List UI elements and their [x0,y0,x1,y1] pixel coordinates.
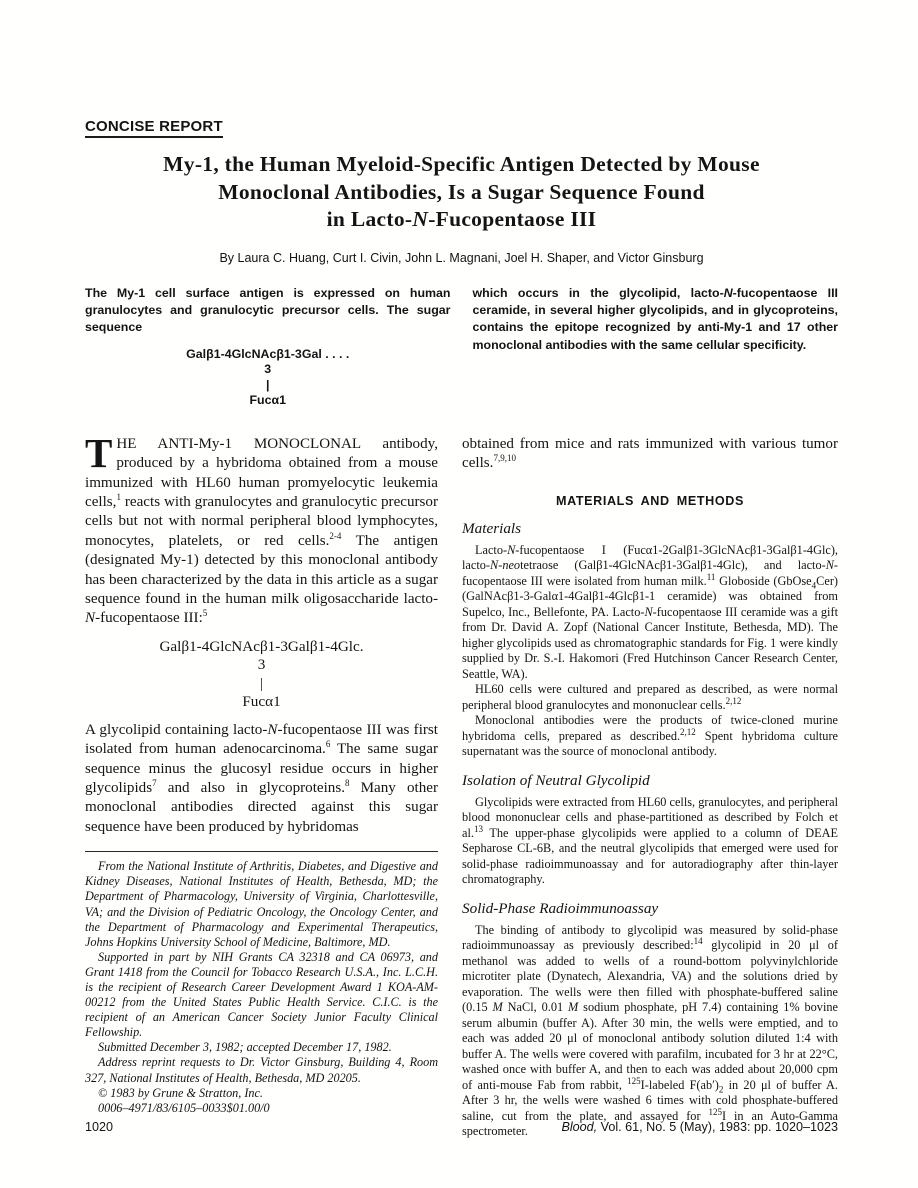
formula-branch: Fucα1 [249,393,287,408]
article-type-label: CONCISE REPORT [85,118,223,138]
intro-paragraph-1 [85,429,438,629]
byline: By Laura C. Huang, Curt I. Civin, John L. Magnani, Joel H. Shaper, and Victor Ginsburg [219,250,704,265]
formula-chain: Galβ1-4GlcNAcβ1-3Galβ1-4Glc. [159,637,364,655]
drop-cap: T [85,429,113,476]
page-number: 1020 [85,1120,114,1134]
formula-position: 3 [257,656,266,674]
abstract-right-column [473,285,839,409]
intro-paragraph-1-text: HE ANTI-My-1 MONOCLONAL antibody, produced by a hybridoma obtained from a mouse immunized with HL60 human promyelocytic leukemia cells,$^1$ reacts with granulocytes and granulocytic precursor cells but not with normal peripheral blood lymphocytes, monocytes, platelets, or red cells.$^{2-4}$ The antigen (designated My-1) detected by this monoclonal antibody has been characterized by the data in this article as a sugar sequence found in the human milk oligosaccharide lacto-N-fucopentaose III:$^5$ [85,435,438,627]
abstract [85,285,838,409]
formula-bond: | [266,377,270,392]
footnote-block [85,851,438,1116]
intro-paragraph-2: A glycolipid containing lacto-N-fucopentaose III was first isolated from human adenocarcinoma.$^6$ The same sugar sequence minus the glucosyl residue occurs in higher glycolipids$^7$ and also in glycoproteins.$^8$ Many other monoclonal antibodies directed against this sugar sequence have been produced by hybridomas [85,721,438,835]
formula-branch: Fucα1 [242,693,281,711]
funding-note: Supported in part by NIH Grants CA 32318 and CA 06973, and Grant 1418 from the Council for Tobacco Research U.S.A., Inc. L.C.H. is the recipient of Research Career Development Award 1 KOA-AM-00212 from the United States Public Health Service. C.I.C. is the recipient of an American Cancer Society Junior Faculty Clinical Fellowship. [85,949,438,1040]
title-line-2: Monoclonal Antibodies, Is a Sugar Sequence Found [218,179,705,204]
isolation-paragraph-1: Glycolipids were extracted from HL60 cells, granulocytes, and peripheral blood mononuclear cells and phase-partitioned as described by Folch et al.$^{13}$ The upper-phase glycolipids were applied to a column of DEAE Sepharose CL-6B, and the neutral glycolipids that emerged were used for solid-phase radioimmunoassay and for autoradiography after thin-layer chromatography. [462,794,838,887]
article-title [85,151,838,234]
issn-note: 0006–4971/83/6105–0033$01.00/0 [98,1100,270,1115]
formula-chain: Galβ1-4GlcNAcβ1-3Gal . . . . [186,346,350,361]
sugar-formula-body [85,638,438,712]
materials-paragraph-1: Lacto-N-fucopentaose I (Fucα1-2Galβ1-3GlcNAcβ1-3Galβ1-4Glc), lacto-N-neotetraose (Galβ1-4GlcNAcβ1-3Galβ1-4Glc), and lacto-N-fucopentaose III were isolated from human milk.$^{11}$ Globoside (GbOse$_4$Cer) (GalNAcβ1-3-Galα1-4Galβ1-4Glcβ1-1 ceramide) was obtained from Supelco, Inc., Bellefonte, PA. Lacto-N-fucopentaose III ceramide was a gift from Dr. David A. Zopf (National Cancer Institute, Bethesda, MD). The higher glycolipids used as chromatographic standards for Fig. 1 were kindly supplied by Dr. S.-I. Hakomori (Fred Hutchinson Cancer Research Center, Seattle, WA). [462,542,839,681]
title-line-1: My-1, the Human Myeloid-Specific Antigen Detected by Mouse [163,152,760,176]
copyright-note: © 1983 by Grune & Stratton, Inc. [98,1085,263,1100]
reprint-note: Address reprint requests to Dr. Victor Ginsburg, Building 4, Room 327, National Institutes of Health, Bethesda, MD 20205. [85,1055,438,1085]
left-column [85,429,438,1140]
formula-position: 3 [264,362,272,377]
formula-bond: | [259,674,264,692]
abstract-left-text: The My-1 cell surface antigen is expressed on human granulocytes and granulocytic precursor cells. The sugar sequence [85,285,451,335]
abstract-right-text: which occurs in the glycolipid, lacto-N-fucopentaose III ceramide, in several higher glycolipids, and in glycoproteins, contains the epitope recognized by anti-My-1 and 17 other monoclonal antibodies with the same cellular specificity. [472,285,838,352]
affiliation-note: From the National Institute of Arthritis, Diabetes, and Digestive and Kidney Diseases, National Institutes of Health, Bethesda, MD; the Department of Pharmacology, University of Virginia, Charlottesville, VA; and the Division of Pediatric Oncology, the Oncology Center, and the Department of Pharmacology and Experimental Therapeutics, Johns Hopkins University School of Medicine, Baltimore, MD. [85,859,438,949]
intro-continuation: obtained from mice and rats immunized with various tumor cells.$^{7,9,10}$ [462,435,838,472]
right-column [462,435,838,1140]
materials-paragraph-2: HL60 cells were cultured and prepared as described, as were normal peripheral blood granulocytes and mononuclear cells.$^{2,12}$ [462,682,838,712]
section-heading-radioimmunoassay: Solid-Phase Radioimmunoassay [462,899,659,917]
section-heading-materials: Materials [462,519,522,537]
methods-heading: MATERIALS AND METHODS [556,493,744,508]
journal-citation: Blood, Vol. 61, No. 5 (May), 1983: pp. 1020–1023 [561,1120,838,1134]
section-heading-isolation: Isolation of Neutral Glycolipid [462,771,650,789]
radioimmunoassay-paragraph-1: The binding of antibody to glycolipid was measured by solid-phase radioimmunoassay as previously described:$^{14}$ glycolipid in 20 μl of methanol was added to wells of a round-bottom polyvinylchloride microtiter plate (Dynatech, Alexandria, VA) and the solutions dried by evaporation. The wells were then filled with phosphate-buffered saline (0.15 M NaCl, 0.01 M sodium phosphate, pH 7.4) containing 1% bovine serum albumin (buffer A). After 30 min, the wells were emptied, and to each was added 20 μl of monoclonal antibody solution diluted 1:4 with buffer A. The wells were covered with parafilm, incubated for 3 hr at 22°C, washed once with buffer A, and then to each was added about 20,000 cpm of anti-mouse Fab from rabbit, $^{125}$I-labeled $F(ab')_2$ in 20 μl of buffer A. After 3 hr, the wells were washed 6 times with cold phosphate-buffered saline, cut from the plate, and assayed for $^{125}$I in an Auto-Gamma spectrometer. [462,922,838,1139]
materials-paragraph-3: Monoclonal antibodies were the products of twice-cloned murine hybridoma cells, prepared as described.$^{2,12}$ Spent hybridoma culture supernatant was the source of monoclonal antibody. [462,713,839,759]
main-columns [85,429,839,1140]
title-line-3: in Lacto-N-Fucopentaose III [326,207,597,231]
abstract-left-column [85,285,451,409]
sugar-formula-abstract [85,347,451,409]
page-footer [85,1120,838,1134]
submission-note: Submitted December 3, 1982; accepted December 17, 1982. [98,1040,392,1055]
article-type-row [85,118,838,138]
